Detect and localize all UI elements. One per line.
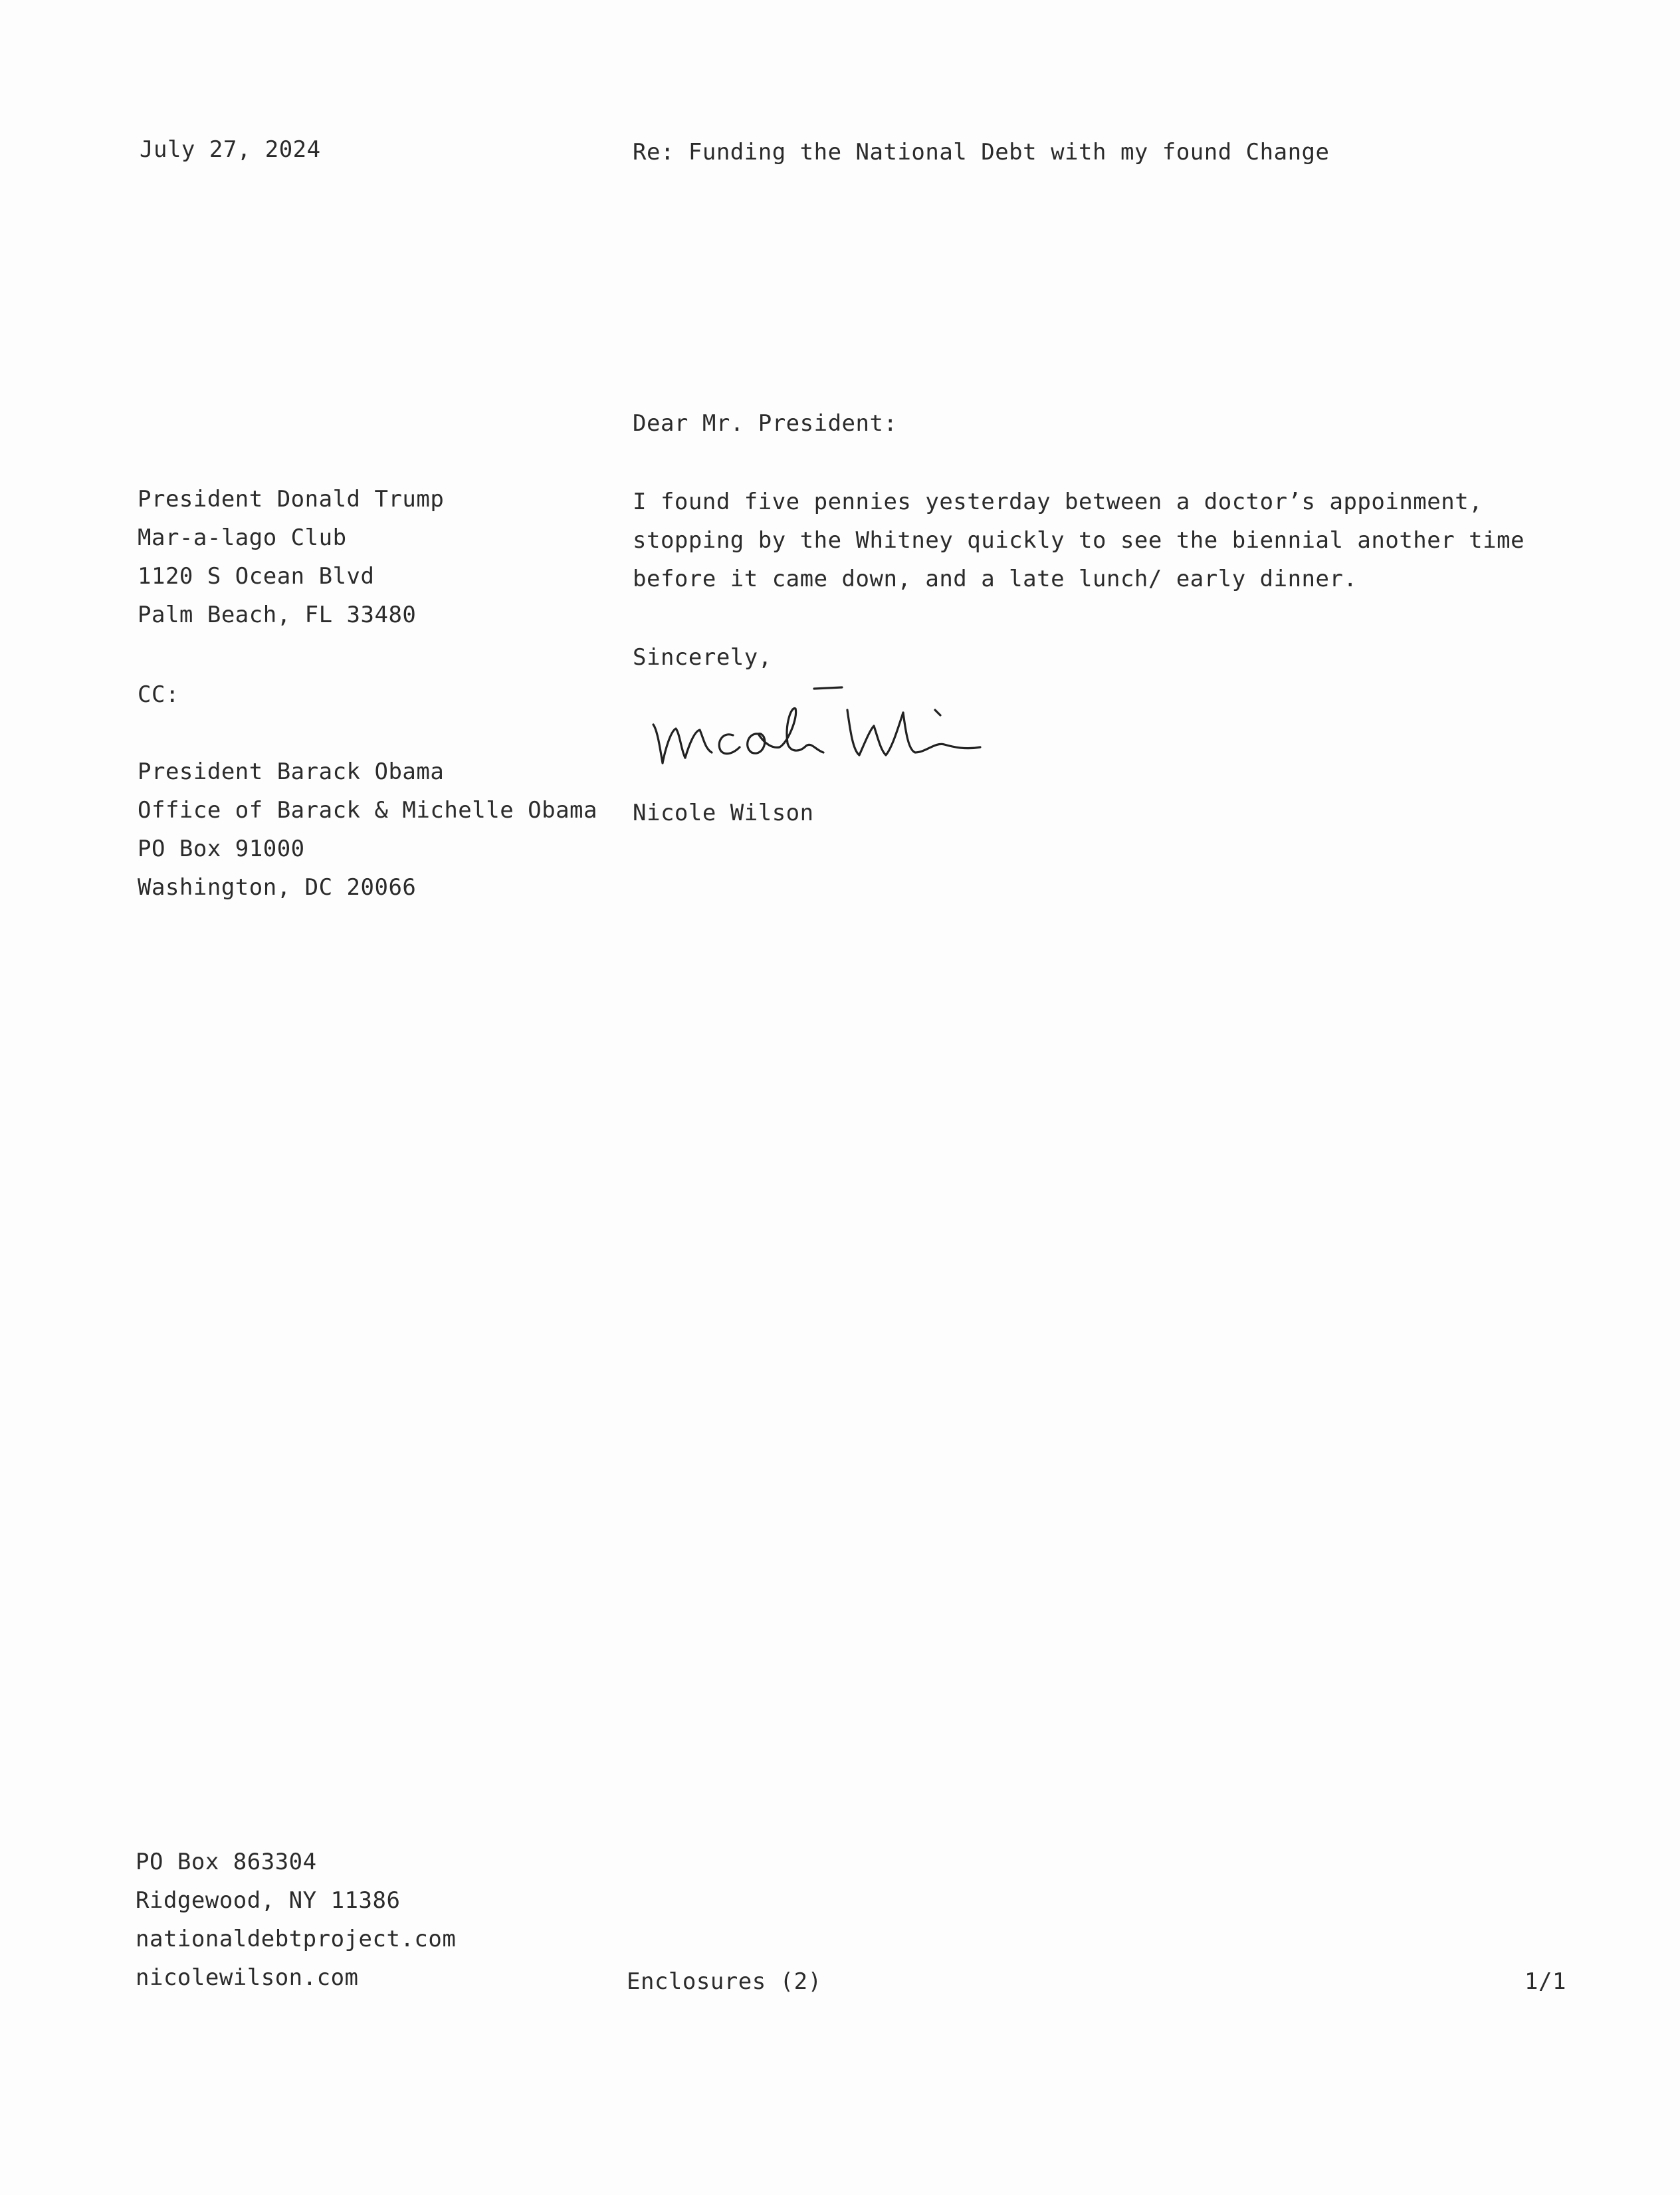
letter-body bbox=[633, 483, 1524, 598]
body-line: I found five pennies yesterday between a doctor’s appoinment, bbox=[633, 489, 1483, 515]
salutation: Dear Mr. President: bbox=[633, 410, 898, 437]
signer-name: Nicole Wilson bbox=[633, 800, 814, 826]
recipient-organization: Mar-a-lago Club bbox=[138, 524, 347, 551]
cc-city: Washington, DC 20066 bbox=[138, 874, 417, 901]
letter-subject: Re: Funding the National Debt with my found Change bbox=[633, 139, 1330, 166]
enclosures-note: Enclosures (2) bbox=[627, 1968, 822, 1995]
letter-date: July 27, 2024 bbox=[140, 136, 321, 163]
sender-city: Ridgewood, NY 11386 bbox=[136, 1887, 401, 1914]
sender-address bbox=[136, 1843, 456, 1997]
sender-website-project: nationaldebtproject.com bbox=[136, 1926, 457, 1952]
cc-organization: Office of Barack & Michelle Obama bbox=[138, 797, 598, 824]
recipient-address bbox=[138, 480, 444, 634]
cc-address bbox=[138, 752, 597, 907]
cc-name: President Barack Obama bbox=[138, 758, 445, 785]
sender-website-personal: nicolewilson.com bbox=[136, 1964, 359, 1991]
sender-po-box: PO Box 863304 bbox=[136, 1849, 317, 1875]
body-line: before it came down, and a late lunch/ early dinner. bbox=[633, 566, 1358, 592]
recipient-city: Palm Beach, FL 33480 bbox=[138, 602, 417, 628]
cc-po-box: PO Box 91000 bbox=[138, 836, 305, 862]
recipient-name: President Donald Trump bbox=[138, 486, 445, 513]
body-line: stopping by the Whitney quickly to see the biennial another time bbox=[633, 527, 1525, 554]
signature-icon bbox=[648, 683, 1020, 783]
page-number: 1/1 bbox=[1524, 1968, 1566, 1995]
closing: Sincerely, bbox=[633, 644, 772, 671]
recipient-street: 1120 S Ocean Blvd bbox=[138, 563, 375, 590]
cc-label: CC: bbox=[138, 681, 179, 708]
